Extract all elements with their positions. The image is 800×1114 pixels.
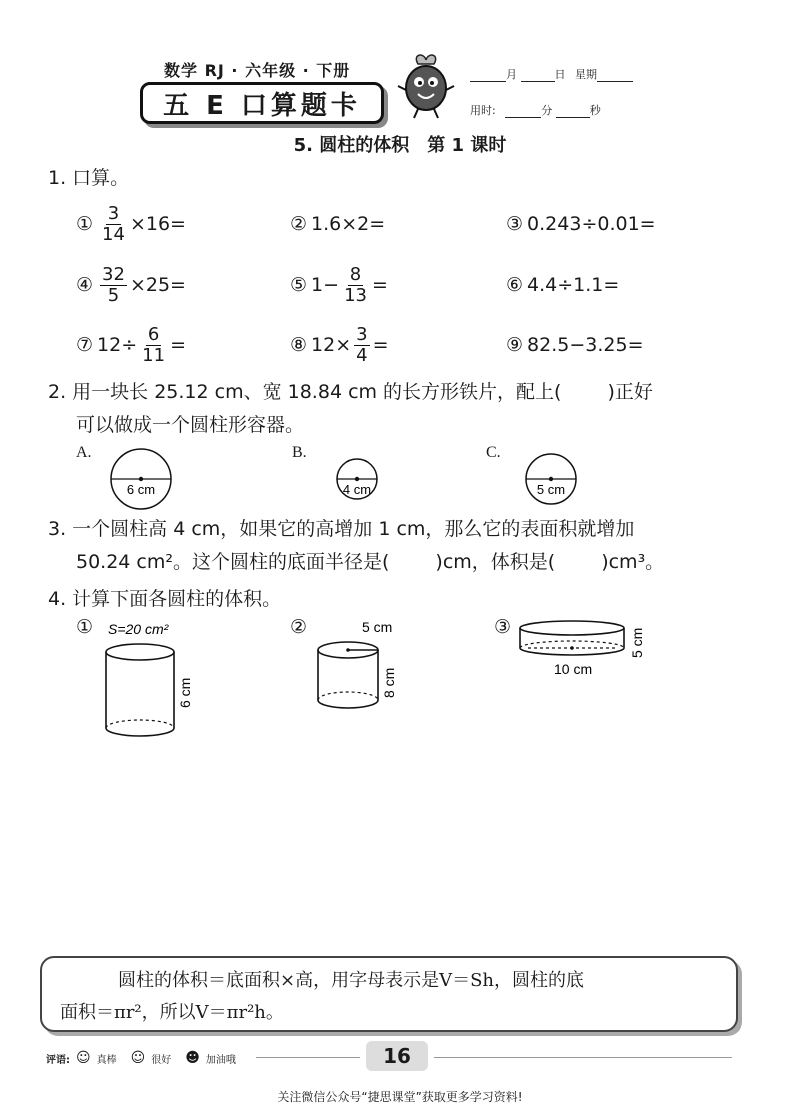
q1-item-prefix: 82.5−3.25= <box>527 334 644 356</box>
q2-option-circle[interactable] <box>108 446 174 512</box>
weekday-blank[interactable] <box>597 69 633 82</box>
q2-line2: 可以做成一个圆柱形容器。 <box>76 414 305 436</box>
fraction <box>354 325 369 366</box>
month-blank[interactable] <box>470 69 506 82</box>
fraction-denominator: 13 <box>344 284 367 306</box>
q1-item-prefix: 4.4÷1.1= <box>527 274 620 296</box>
q1-item <box>76 202 186 246</box>
comment-label: 评语: <box>46 1054 70 1066</box>
footer-divider-right <box>434 1057 732 1058</box>
q2-option-circle[interactable] <box>334 456 380 502</box>
fraction-numerator: 3 <box>356 323 368 345</box>
q1-label: 1. 口算。 <box>48 167 130 189</box>
fig2-height-label: 8 cm <box>381 667 397 698</box>
page-number: 16 <box>366 1041 428 1071</box>
q1-item-prefix: 1.6×2= <box>311 213 386 235</box>
cheer-face-icon[interactable]: ☻ <box>185 1050 200 1066</box>
grin-face-icon[interactable]: ☺ <box>76 1050 91 1066</box>
rating-keep-going: 加油哦 <box>205 1054 236 1066</box>
cylinder-figure-1 <box>96 616 206 746</box>
q1-item <box>506 323 644 367</box>
smile-face-icon[interactable]: ☺ <box>130 1050 146 1066</box>
month-label: 月 <box>506 68 517 81</box>
q2-option-letter[interactable]: C. <box>486 444 501 461</box>
q1-item <box>76 323 186 367</box>
q1-item-number: ④ <box>76 274 94 296</box>
fraction-numerator: 8 <box>349 263 362 285</box>
q1-item <box>506 202 656 246</box>
q1-item-number: ⑨ <box>506 334 524 356</box>
fraction <box>100 204 127 245</box>
note-line-2: 面积＝πr²，所以V＝πr²h。 <box>60 1002 284 1023</box>
cylinder-figure-3 <box>516 612 656 682</box>
second-blank[interactable] <box>556 105 590 118</box>
note-line-1: 圆柱的体积＝底面积×高，用字母表示是V＝Sh，圆柱的底 <box>118 970 585 991</box>
q3-line2 <box>76 547 664 574</box>
q1-item-prefix: 12÷ <box>97 334 138 356</box>
q2-line1 <box>48 377 768 404</box>
q2-option-circle[interactable] <box>523 451 579 507</box>
q1-item-number: ② <box>290 213 308 235</box>
formula-note <box>40 956 738 1032</box>
fig2-radius-label: 5 cm <box>362 619 393 635</box>
subject-line: 数学 RJ · 六年级 · 下册 <box>164 61 351 80</box>
q1-item-number: ⑥ <box>506 274 524 296</box>
time-fields <box>470 102 601 118</box>
rating-great: 真棒 <box>96 1054 117 1066</box>
q1-item <box>76 263 186 307</box>
cylinder-figure-2 <box>310 614 420 714</box>
fraction-numerator: 3 <box>107 202 120 224</box>
q1-item <box>290 202 385 246</box>
q2-text-b: )正好 <box>607 381 653 403</box>
q1-item-number: ③ <box>506 213 524 235</box>
day-label: 日 <box>554 68 566 81</box>
page-title: 5. 圆柱的体积 第 1 课时 <box>293 135 507 156</box>
fig2-number: ② <box>290 616 308 638</box>
q1-item-suffix: ×25= <box>129 274 186 296</box>
fig1-area-label: S=20 cm² <box>108 621 169 637</box>
day-blank[interactable] <box>521 69 555 82</box>
time-label: 用时: <box>470 104 496 117</box>
q2-option-diameter: 5 cm <box>536 482 566 497</box>
fig1-height-label: 6 cm <box>177 677 193 708</box>
q2-option-diameter: 6 cm <box>126 482 156 497</box>
q2-option-letter[interactable]: A. <box>76 444 92 461</box>
fraction-numerator: 6 <box>147 323 160 345</box>
q1-item-number: ① <box>76 213 94 235</box>
q1-item-suffix: ×16= <box>129 213 186 235</box>
q1-item-number: ⑦ <box>76 334 94 356</box>
mascot-icon <box>394 52 458 120</box>
fraction-denominator: 4 <box>356 344 368 366</box>
fraction <box>342 265 369 306</box>
q1-item-prefix: 1− <box>311 274 340 296</box>
minute-blank[interactable] <box>505 105 541 118</box>
second-label: 秒 <box>589 104 601 117</box>
q3-line1: 3. 一个圆柱高 4 cm，如果它的高增加 1 cm，那么它的表面积就增加 <box>48 518 635 540</box>
fraction-denominator: 11 <box>142 344 166 366</box>
footer-divider-left <box>256 1057 360 1058</box>
q3-text-a: 50.24 cm²。这个圆柱的底面半径是( <box>76 551 390 573</box>
q1-item-suffix: = <box>371 274 388 296</box>
q1-item <box>290 263 388 307</box>
minute-label: 分 <box>541 104 553 117</box>
fraction <box>100 265 127 306</box>
q2-text-a: 2. 用一块长 25.12 cm、宽 18.84 cm 的长方形铁片，配上( <box>48 381 562 403</box>
q1-item-number: ⑧ <box>290 334 308 356</box>
fraction-numerator: 32 <box>102 263 125 285</box>
fig3-height-label: 5 cm <box>629 627 645 658</box>
rating-good: 很好 <box>151 1054 172 1066</box>
weekday-label: 星期 <box>575 68 597 81</box>
rating-row <box>46 1050 236 1066</box>
q1-item-number: ⑤ <box>290 274 308 296</box>
date-fields <box>470 66 633 82</box>
fraction-denominator: 5 <box>107 284 120 306</box>
q2-option-letter[interactable]: B. <box>292 444 307 461</box>
q1-item-prefix: 0.243÷0.01= <box>527 213 656 235</box>
q1-item <box>506 263 619 307</box>
q1-item-prefix: 12× <box>311 334 352 356</box>
fig1-number: ① <box>76 616 94 638</box>
q3-text-b: )cm，体积是( <box>435 551 556 573</box>
fig3-diameter-label: 10 cm <box>554 661 593 677</box>
q1-item-suffix: = <box>372 334 389 356</box>
promo-text: 关注微信公众号“捷思课堂”获取更多学习资料! <box>277 1090 523 1104</box>
q3-text-c: )cm³。 <box>601 551 665 573</box>
fraction-denominator: 14 <box>102 223 125 245</box>
q1-item <box>290 323 389 367</box>
fraction <box>140 325 167 366</box>
fig3-number: ③ <box>494 616 512 638</box>
brand-title: 五 E 口算题卡 <box>140 82 384 124</box>
q2-option-diameter: 4 cm <box>342 482 372 497</box>
q4-label: 4. 计算下面各圆柱的体积。 <box>48 588 282 610</box>
q1-item-suffix: = <box>170 334 186 356</box>
